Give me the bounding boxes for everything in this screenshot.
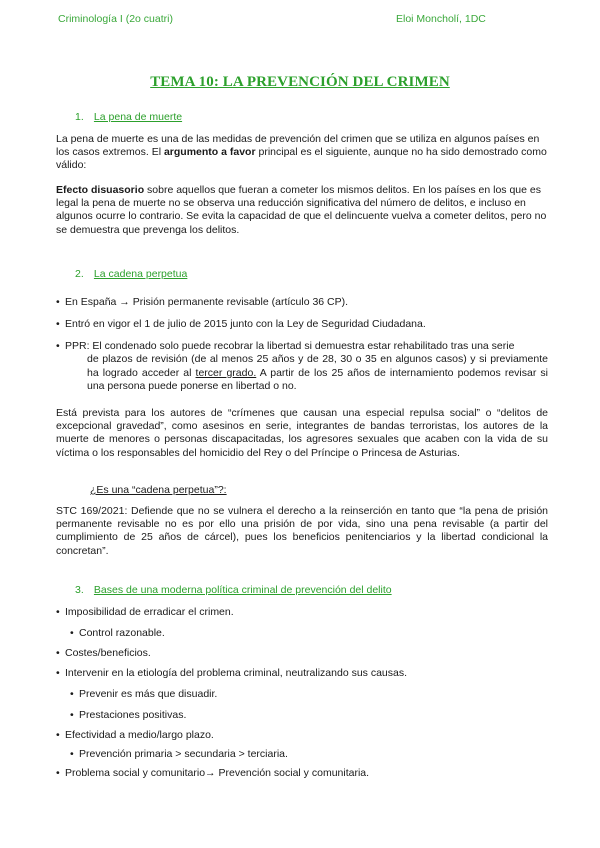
header-course: Criminología I (2o cuatri): [58, 13, 173, 25]
bullet: •: [56, 767, 60, 779]
list-item-text: Prevenir es más que disuadir.: [79, 688, 218, 700]
list-item-text: Efectividad a medio/largo plazo.: [65, 729, 214, 741]
paragraph: Efecto disuasorio sobre aquellos que fueran a cometer los mismos delitos. En los países en los que es legal la pena de muerte no se observa una reducción significativa del número de delitos, e incluso en algunos ocurre lo contrario. Se evita la capacidad de que el delincuente vuelva a cometer delitos, pero no se demuestra que prevenga los delitos.: [56, 184, 547, 236]
list-item-text: Control razonable.: [79, 627, 165, 639]
underlined-term: tercer grado.: [195, 366, 257, 379]
section-number: 2.: [75, 268, 84, 280]
section-title: Bases de una moderna política criminal de prevención del delito: [93, 584, 392, 596]
list-item-text-cont: de plazos de revisión (de al menos 25 años y de 28, 30 o 35 en algunos casos) y si previamente ha logrado acceder al tercer grado. A partir de los 25 años de internamiento podemos revisar si una persona puede ponerse en libertad o no.: [87, 353, 548, 393]
section-3-heading: [75, 584, 392, 596]
bullet: •: [56, 296, 60, 308]
paragraph: Está prevista para los autores de “crímenes que causan una especial repulsa social” o “delitos de excepcional gravedad”, como asesinos en serie, integrantes de bandas terroristas, los autores de la muerte de menores o personas discapacitadas, los agresores sexuales que acaben con la vida de su víctima o los responsables del homicidio del Rey o del Príncipe o Princesa de Asturias.: [56, 407, 548, 459]
section-1-heading: [75, 111, 182, 123]
bullet: •: [70, 709, 74, 721]
list-item-text: Imposibilidad de erradicar el crimen.: [65, 606, 234, 618]
bullet: •: [56, 667, 60, 679]
subheading-question: ¿Es una “cadena perpetua”?:: [90, 484, 227, 496]
bold-term: argumento a favor: [163, 146, 256, 159]
bullet: •: [56, 606, 60, 618]
bullet: •: [56, 318, 60, 330]
bullet: •: [70, 627, 74, 639]
list-item-text: Problema social y comunitario→ Prevención social y comunitaria.: [65, 767, 370, 779]
paragraph: La pena de muerte es una de las medidas de prevención del crimen que se utiliza en algunos países en los casos extremos. El argumento a favor principal es el siguiente, aunque no ha sido demostrado como válido:: [56, 133, 547, 172]
bullet: •: [56, 647, 60, 659]
bullet: •: [56, 340, 60, 352]
header-author: Eloi Moncholí, 1DC: [396, 13, 486, 25]
bullet: •: [56, 729, 60, 741]
list-item: [56, 340, 548, 394]
list-item-text: Prevención primaria > secundaria > terciaria.: [79, 748, 288, 760]
section-title: La pena de muerte: [93, 111, 183, 123]
bullet: •: [70, 688, 74, 700]
list-item-text: Costes/beneficios.: [65, 647, 151, 659]
list-item-text: Entró en vigor el 1 de julio de 2015 junto con la Ley de Seguridad Ciudadana.: [65, 318, 426, 330]
list-item-text: PPR: El condenado solo puede recobrar la libertad si demuestra estar rehabilitado tras una serie: [65, 340, 515, 352]
section-title: La cadena perpetua: [93, 268, 188, 280]
list-item-text: En España → Prisión permanente revisable (artículo 36 CP).: [65, 296, 349, 308]
bold-term: Efecto disuasorio: [56, 184, 145, 196]
list-item-text: Intervenir en la etiología del problema criminal, neutralizando sus causas.: [65, 667, 408, 679]
section-number: 3.: [75, 584, 84, 596]
page-title: TEMA 10: LA PREVENCIÓN DEL CRIMEN: [150, 74, 450, 90]
bullet: •: [70, 748, 74, 760]
list-item-text: Prestaciones positivas.: [79, 709, 187, 721]
section-2-heading: [75, 268, 187, 280]
section-number: 1.: [75, 111, 84, 123]
paragraph: STC 169/2021: Defiende que no se vulnera el derecho a la reinserción en tanto que “la pena de prisión permanente revisable no es por ello una prisión de por vida, sino una pena revisable (a partir del cumplimiento de 25 años de cárcel), pues los beneficios penitenciarios y la libertad condicional la concretan”.: [56, 505, 548, 557]
